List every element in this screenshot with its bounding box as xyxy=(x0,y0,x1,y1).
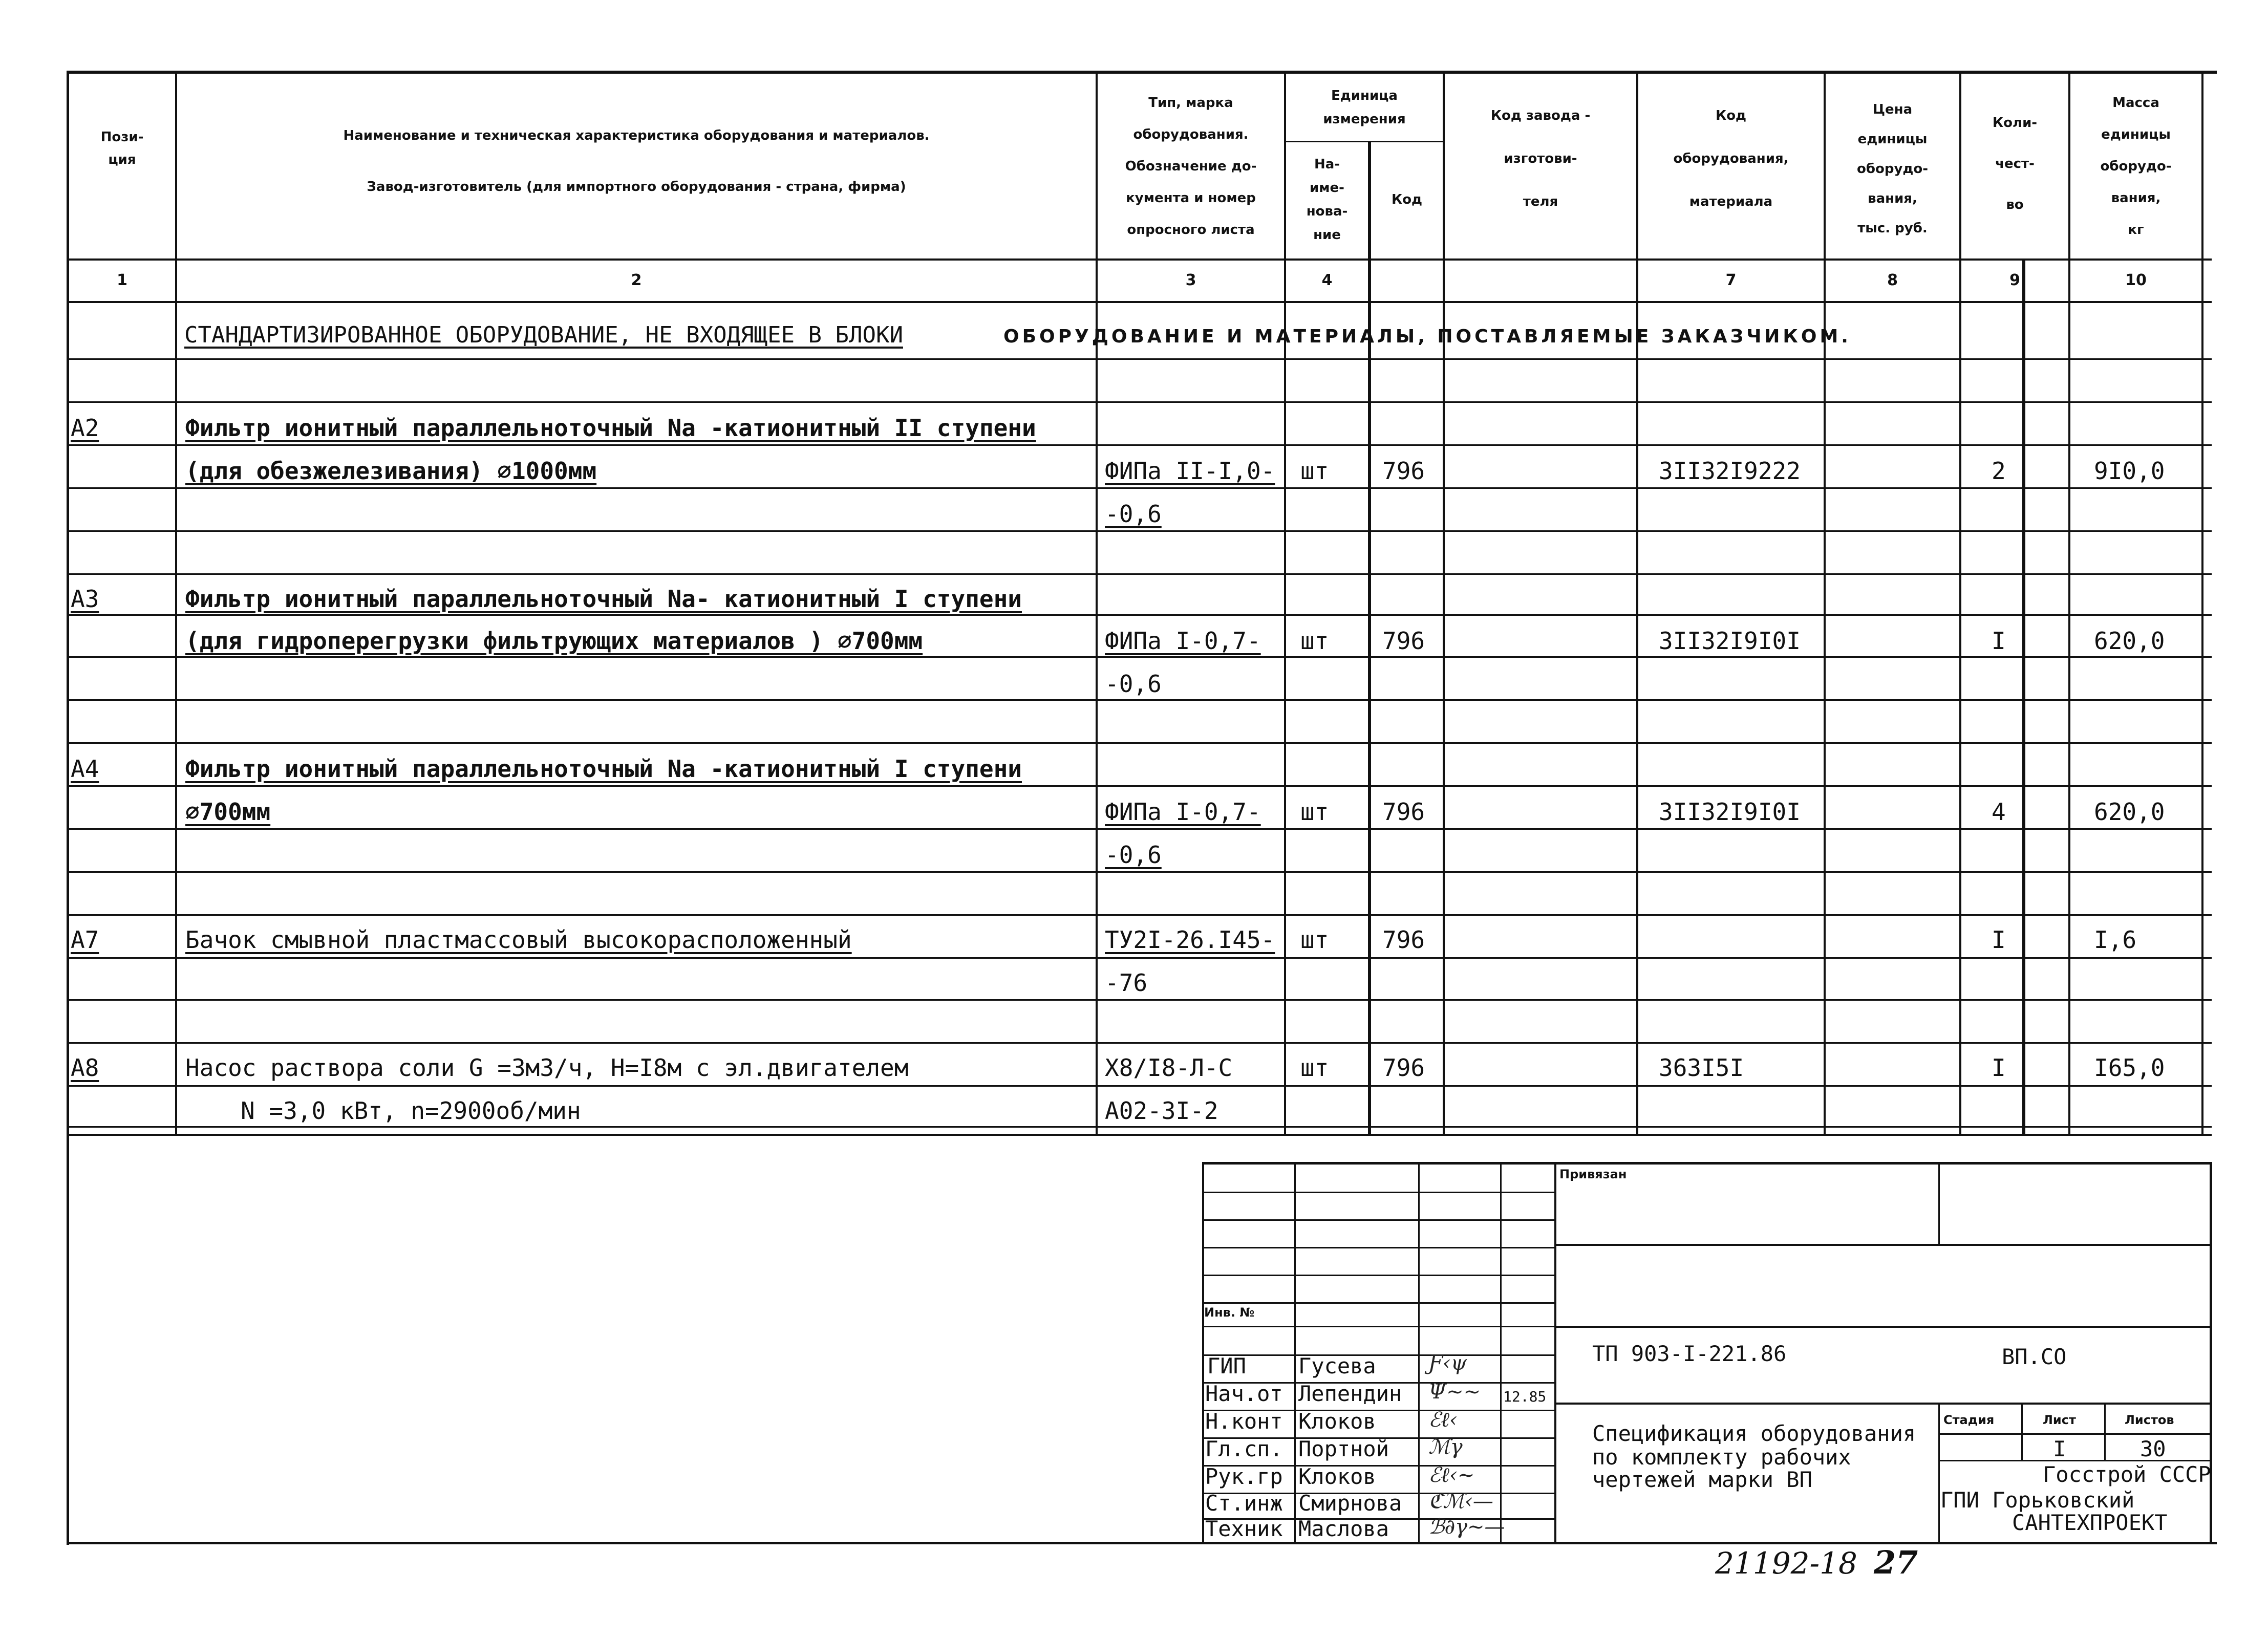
row-a4-qty: 4 xyxy=(1992,798,2006,826)
row-a3-type-2: -0,6 xyxy=(1105,670,1162,698)
row-a7-qty: I xyxy=(1992,926,2006,954)
tb-name-7: Маслова xyxy=(1298,1516,1389,1541)
row-a2-type-2: -0,6 xyxy=(1105,500,1162,528)
tb-inv-no: Инв. № xyxy=(1204,1305,1255,1320)
tb-org-3: САНТЕХПРОЕКТ xyxy=(2012,1510,2168,1535)
row-a3-qty: I xyxy=(1992,627,2006,655)
row-a8-eqcode: 363I5I xyxy=(1659,1054,1744,1082)
tb-role-2: Нач.от xyxy=(1205,1381,1283,1406)
tb-sheet-label: Лист xyxy=(2043,1413,2076,1427)
row-a4-name-2: ∅700мм xyxy=(185,798,271,826)
tb-role-6: Ст.инж xyxy=(1205,1491,1283,1516)
header-equipment-code: Код оборудования, материала xyxy=(1673,108,1789,209)
footer-archive-number: 21192-18 xyxy=(1715,1546,1857,1581)
tb-sheets: 30 xyxy=(2140,1436,2166,1461)
row-a7-name-1: Бачок смывной пластмассовый высокорасположенный xyxy=(185,926,852,954)
section-subtitle: ОБОРУДОВАНИЕ И МАТЕРИАЛЫ, ПОСТАВЛЯЕМЫЕ ЗАКАЗЧИКОМ. xyxy=(1003,326,1851,347)
row-a4-code: 796 xyxy=(1382,798,1425,826)
signature-5: ℰℓ‹~ xyxy=(1428,1463,1475,1487)
colnum-4: 4 xyxy=(1321,271,1333,289)
header-unit-code: Код xyxy=(1391,192,1423,207)
header-quantity: Коли- чест- во xyxy=(1992,115,2038,212)
row-a8-position: А8 xyxy=(71,1054,99,1082)
signature-7: ℬ∂γ~— xyxy=(1428,1515,1505,1539)
tb-privyazan: Привязан xyxy=(1559,1167,1627,1181)
section-title: СТАНДАРТИЗИРОВАННОЕ ОБОРУДОВАНИЕ, НЕ ВХОДЯЩЕЕ В БЛОКИ xyxy=(184,322,903,348)
tb-name-2: Лепендин xyxy=(1298,1381,1402,1406)
row-a4-type-2: -0,6 xyxy=(1105,841,1162,869)
row-a4-unit: шт xyxy=(1300,798,1329,826)
header-manufacturer: Завод-изготовитель (для импортного оборудования - страна, фирма) xyxy=(367,179,906,195)
row-a3-mass: 620,0 xyxy=(2094,627,2165,655)
tb-role-5: Рук.гр xyxy=(1205,1464,1283,1489)
tb-name-4: Портной xyxy=(1298,1436,1389,1461)
header-price: Цена единицы оборудо- вания, тыс. руб. xyxy=(1856,102,1929,236)
row-a2-name-2: (для обезжелезивания) ∅1000мм xyxy=(185,457,597,485)
row-a4-eqcode: 3II32I9I0I xyxy=(1659,798,1801,826)
colnum-2: 2 xyxy=(631,271,642,289)
signature-3: ℰℓ‹ xyxy=(1428,1408,1458,1432)
row-a3-code: 796 xyxy=(1382,627,1425,655)
row-a2-qty: 2 xyxy=(1992,457,2006,485)
signature-1: Ƒ‹ψ xyxy=(1428,1351,1467,1375)
tb-doc-title-1: Спецификация оборудования xyxy=(1592,1421,1916,1446)
header-unit-name: На- име- нова- ние xyxy=(1306,157,1348,243)
row-a2-unit: шт xyxy=(1300,457,1329,485)
tb-name-1: Гусева xyxy=(1298,1353,1376,1378)
tb-mark: ВП.СО xyxy=(2002,1344,2067,1369)
tb-role-1: ГИП xyxy=(1207,1353,1246,1378)
row-a7-mass: I,6 xyxy=(2094,926,2137,954)
row-a3-type-1: ФИПа I-0,7- xyxy=(1105,627,1261,655)
footer-page-number: 27 xyxy=(1874,1544,1918,1581)
row-a8-name-1: Насос раствора соли G =3м3/ч, Н=I8м с эл.двигателем xyxy=(185,1054,909,1082)
colnum-7: 7 xyxy=(1725,271,1737,289)
row-a3-eqcode: 3II32I9I0I xyxy=(1659,627,1801,655)
row-a7-unit: шт xyxy=(1300,926,1329,954)
tb-role-4: Гл.сп. xyxy=(1205,1436,1283,1461)
header-position: Пози- ция xyxy=(100,130,144,167)
row-a4-position: А4 xyxy=(71,755,99,783)
row-a7-type-2: -76 xyxy=(1105,969,1148,997)
row-a8-unit: шт xyxy=(1300,1054,1329,1082)
row-a7-type-1: ТУ2I-26.I45- xyxy=(1105,926,1275,954)
tb-role-3: Н.конт xyxy=(1205,1409,1283,1434)
tb-doc-title-3: чертежей марки ВП xyxy=(1592,1467,1812,1492)
row-a4-name-1: Фильтр ионитный параллельноточный Na -катионитный I ступени xyxy=(185,755,1022,783)
tb-stage-label: Стадия xyxy=(1943,1413,1995,1427)
row-a7-position: А7 xyxy=(71,926,99,954)
tb-org-1: Госстрой СССР xyxy=(2043,1462,2211,1487)
row-a2-mass: 9I0,0 xyxy=(2094,457,2165,485)
row-a2-eqcode: 3II32I9222 xyxy=(1659,457,1801,485)
tb-name-5: Клоков xyxy=(1298,1464,1376,1489)
row-a2-name-1: Фильтр ионитный параллельноточный Na -катионитный II ступени xyxy=(185,414,1036,442)
colnum-3: 3 xyxy=(1185,271,1196,289)
row-a8-name-2: N =3,0 кВт, n=2900об/мин xyxy=(241,1097,581,1125)
row-a7-code: 796 xyxy=(1382,926,1425,954)
row-a8-qty: I xyxy=(1992,1054,2006,1082)
row-a2-type-1: ФИПа II-I,0- xyxy=(1105,457,1275,485)
tb-doc-title-2: по комплекту рабочих xyxy=(1592,1445,1851,1470)
row-a3-unit: шт xyxy=(1300,627,1329,655)
row-a2-code: 796 xyxy=(1382,457,1425,485)
colnum-1: 1 xyxy=(117,271,127,289)
signature-4: ℳγ xyxy=(1428,1435,1463,1459)
colnum-10: 10 xyxy=(2125,271,2147,289)
header-type: Тип, марка оборудования. Обозначение до- кумента и номер опросного листа xyxy=(1125,95,1257,238)
header-name: Наименование и техническая характеристика оборудования и материалов. xyxy=(343,128,930,143)
header-mass: Масса единицы оборудо- вания, кг xyxy=(2100,95,2172,238)
header-factory-code: Код завода - изготови- теля xyxy=(1490,108,1591,209)
tb-org-2: ГПИ Горьковский xyxy=(1940,1488,2135,1513)
row-a8-mass: I65,0 xyxy=(2094,1054,2165,1082)
tb-name-6: Смирнова xyxy=(1298,1491,1402,1516)
tb-sheets-label: Листов xyxy=(2125,1413,2174,1427)
row-a8-type-2: А02-3I-2 xyxy=(1105,1097,1218,1125)
tb-date-signature: 12.85 xyxy=(1503,1388,1547,1405)
colnum-8: 8 xyxy=(1887,271,1898,289)
row-a2-position: А2 xyxy=(71,414,99,442)
header-unit: Единица измерения xyxy=(1323,88,1406,127)
row-a8-type-1: Х8/I8-Л-С xyxy=(1105,1054,1233,1082)
colnum-9: 9 xyxy=(2009,271,2020,289)
row-a8-code: 796 xyxy=(1382,1054,1425,1082)
signature-6: ℭℳ‹— xyxy=(1428,1490,1493,1513)
tb-name-3: Клоков xyxy=(1298,1409,1376,1434)
row-a3-position: А3 xyxy=(71,585,99,613)
row-a3-name-1: Фильтр ионитный параллельноточный Na- катионитный I ступени xyxy=(185,585,1022,613)
row-a4-mass: 620,0 xyxy=(2094,798,2165,826)
tb-doc-code: ТП 903-I-221.86 xyxy=(1592,1341,1787,1366)
signature-2: Ψ~~ xyxy=(1428,1380,1481,1404)
tb-sheet: I xyxy=(2053,1436,2066,1461)
tb-role-7: Техник xyxy=(1205,1516,1283,1541)
row-a4-type-1: ФИПа I-0,7- xyxy=(1105,798,1261,826)
row-a3-name-2: (для гидроперегрузки фильтрующих материалов ) ∅700мм xyxy=(185,627,923,655)
